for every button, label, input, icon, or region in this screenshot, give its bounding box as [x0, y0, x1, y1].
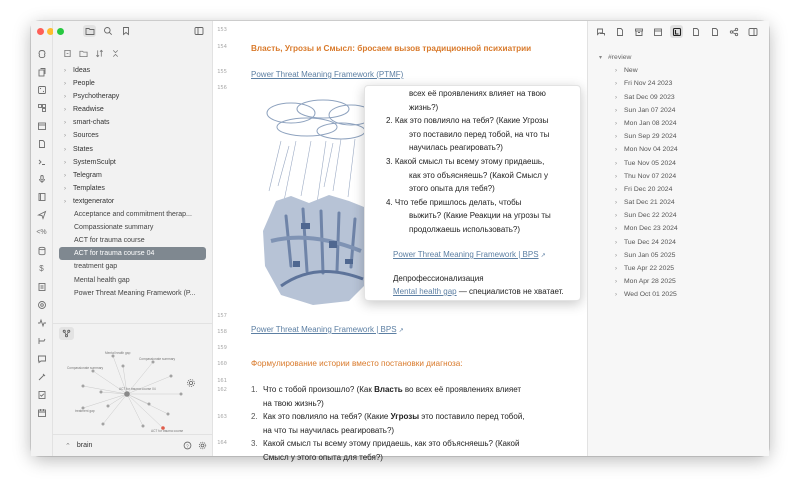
document-tab-icon[interactable]	[613, 25, 626, 38]
settings-gear-icon[interactable]	[197, 440, 207, 450]
file-item[interactable]	[59, 247, 206, 260]
folder-item[interactable]	[59, 103, 206, 116]
chat-tab-icon[interactable]	[594, 25, 607, 38]
folder-item[interactable]	[59, 169, 206, 182]
help-icon[interactable]	[182, 440, 192, 450]
tree-item-label: ACT for trauma course 04	[74, 250, 155, 258]
popup-text-line: жизнь?)	[409, 102, 439, 112]
review-item[interactable]	[607, 196, 767, 209]
percent-icon[interactable]: <%	[36, 229, 47, 236]
calendar-tab-icon[interactable]	[651, 25, 664, 38]
line-number: 161	[217, 378, 227, 384]
tree-item-label: treatment gap	[74, 263, 118, 271]
graph-tab-icon[interactable]	[59, 327, 74, 340]
folder-item[interactable]	[59, 129, 206, 142]
popup-gap-line: Mental health gap — специалистов не хватает.	[393, 287, 564, 296]
popup-text-line: 4. Что тебе пришлось делать, чтобы	[386, 197, 522, 207]
folder-item[interactable]	[59, 116, 206, 129]
activity-icon[interactable]	[36, 317, 47, 328]
chevron-right-icon: ›	[615, 292, 617, 299]
review-item[interactable]	[607, 275, 767, 288]
file-item[interactable]	[59, 208, 206, 221]
list-item-continuation: на твою жизнь?)	[263, 398, 324, 408]
chevron-right-icon: ›	[64, 172, 66, 179]
vault-switcher[interactable]	[53, 434, 213, 456]
tree-item-label: States	[73, 145, 93, 153]
vault-chevron-icon: ⌃	[65, 442, 71, 450]
tree-item-label: Sources	[73, 132, 99, 140]
book-icon[interactable]	[36, 191, 47, 202]
chevron-right-icon: ›	[615, 200, 617, 207]
archive-tab-icon[interactable]	[632, 25, 645, 38]
review-item[interactable]	[607, 249, 767, 262]
checklist-icon[interactable]	[36, 389, 47, 400]
graph-node-label: Compassionate summary	[67, 366, 104, 370]
file-tree	[59, 64, 206, 300]
list-icon[interactable]	[36, 281, 47, 292]
list-item-continuation: Смысл у этого опыта для тебя?)	[263, 452, 383, 462]
folder-item[interactable]	[59, 143, 206, 156]
chevron-right-icon: ›	[64, 107, 66, 114]
grid-icon[interactable]	[36, 102, 47, 113]
external-link-icon: ↗	[540, 253, 546, 259]
right-sidebar	[587, 21, 769, 456]
chevron-right-icon: ›	[615, 94, 617, 101]
graph-node-label: treatment gap	[75, 409, 95, 413]
folder-item[interactable]	[59, 77, 206, 90]
explorer-toolbar	[62, 48, 120, 58]
microphone-icon[interactable]	[36, 173, 47, 184]
review-item-label: Mon Nov 04 2024	[624, 146, 678, 154]
review-item-label: Mon Apr 28 2025	[624, 278, 676, 286]
file-item[interactable]	[59, 274, 206, 287]
mental-health-gap-link[interactable]: Mental health gap	[393, 287, 457, 296]
graph-settings-icon[interactable]	[188, 380, 195, 387]
review-item-label: Sat Dec 09 2023	[624, 93, 675, 101]
network-tab-icon[interactable]	[727, 25, 740, 38]
chevron-right-icon: ›	[64, 120, 66, 127]
graph-node-label: ACT for trauma course	[151, 429, 184, 433]
review-root[interactable]	[599, 51, 767, 64]
file-item[interactable]	[59, 260, 206, 273]
review-item[interactable]	[607, 143, 767, 156]
page-tab-icon[interactable]	[708, 25, 721, 38]
list-item: 3. Какой смысл ты всему этому придаешь, как это объясняешь? (Какой	[251, 439, 520, 448]
chevron-right-icon: ›	[615, 173, 617, 180]
dollar-icon[interactable]: $	[39, 264, 44, 273]
popup-text-line: 3. Какой смысл ты всему этому придаешь,	[386, 157, 545, 166]
sidebar-toggle-icon[interactable]	[193, 25, 205, 37]
review-item[interactable]	[607, 91, 767, 104]
right-sidebar-tabs	[594, 25, 759, 38]
chevron-right-icon: ›	[64, 81, 66, 88]
chevron-right-icon: ›	[64, 68, 66, 74]
chevron-right-icon: ›	[64, 146, 66, 153]
copy-icon[interactable]	[36, 66, 47, 77]
review-item-label: Tue Apr 22 2025	[624, 265, 675, 272]
graph-node-label: ACT for trauma course 04	[119, 387, 156, 391]
review-item[interactable]	[607, 288, 767, 301]
popup-text-line: продолжаешь использовать?)	[409, 225, 521, 234]
popup-text-line: научилась реагировать?)	[409, 143, 503, 153]
chevron-right-icon: ›	[615, 134, 617, 141]
review-item-label: Wed Oct 01 2025	[624, 291, 677, 299]
tree-item-label: Power Threat Meaning Framework (P...	[74, 289, 196, 297]
review-item-label: Tue Dec 24 2024	[624, 238, 676, 246]
external-link-icon: ↗	[398, 328, 404, 334]
line-number: 154	[217, 44, 227, 50]
folder-item[interactable]	[59, 182, 206, 195]
tree-item-label: textgenerator	[73, 197, 115, 205]
tree-item-label: SystemSculpt	[73, 158, 116, 166]
review-item[interactable]	[607, 209, 767, 222]
chevron-right-icon: ›	[615, 186, 617, 193]
vault-actions	[182, 440, 207, 450]
folder-item[interactable]	[59, 156, 206, 169]
review-item-label: New	[624, 67, 638, 75]
graph-node-label: Mental health gap	[105, 351, 131, 355]
line-number: 163	[217, 414, 227, 420]
search-icon[interactable]	[102, 25, 114, 37]
dice-icon[interactable]	[36, 84, 47, 95]
bps-link[interactable]	[251, 323, 404, 338]
list-item: 2. Как это повлияло на тебя? (Какие Угрозы это поставило перед тобой,	[251, 412, 525, 421]
review-item[interactable]	[607, 64, 767, 77]
review-item-label: Tue Nov 05 2024	[624, 159, 676, 167]
numbered-list	[251, 383, 571, 464]
send-icon[interactable]	[36, 209, 47, 220]
tree-item-label: smart-chats	[73, 119, 110, 127]
chevron-right-icon: ›	[64, 185, 66, 192]
popup-text-line: это поставило перед тобой, на что ты	[409, 129, 550, 139]
calendar-day-icon[interactable]	[36, 407, 47, 418]
brain-icon[interactable]	[36, 48, 47, 59]
review-item-label: Fri Dec 20 2024	[624, 185, 673, 193]
line-number: 156	[217, 85, 227, 91]
review-item[interactable]	[607, 130, 767, 143]
chevron-right-icon: ›	[615, 266, 617, 272]
review-item[interactable]	[607, 183, 767, 196]
ptmf-link-text[interactable]: Power Threat Meaning Framework (PTMF)	[251, 70, 404, 79]
tree-item-label: People	[73, 80, 95, 88]
storm-hands-illustration	[251, 91, 381, 311]
chevron-right-icon: ›	[615, 81, 617, 88]
tree-item-label: Acceptance and commitment therap...	[74, 211, 192, 219]
chevron-right-icon: ›	[615, 213, 617, 220]
branch-icon[interactable]	[36, 335, 47, 346]
review-item-label: Mon Jan 08 2024	[624, 119, 677, 127]
graph-node-label: Compassionate summary	[139, 357, 176, 361]
svg-text:?: ?	[185, 442, 189, 448]
chevron-right-icon: ›	[615, 147, 617, 154]
vault-name: brain	[76, 442, 93, 449]
database-icon[interactable]	[36, 245, 47, 256]
tree-item-label: Compassionate summary	[74, 224, 154, 232]
target-icon[interactable]	[36, 299, 47, 310]
folder-item[interactable]	[59, 195, 206, 208]
popup-text-line: этого опыта для тебя?)	[409, 184, 495, 194]
new-folder-icon[interactable]	[78, 48, 88, 58]
chevron-right-icon: ›	[615, 279, 617, 286]
chevron-right-icon: ›	[615, 160, 617, 167]
collapse-all-icon[interactable]	[110, 48, 120, 58]
line-number: 162	[217, 387, 227, 393]
ptmf-link[interactable]	[251, 68, 403, 81]
chevron-right-icon: ›	[615, 107, 617, 114]
sort-icon[interactable]	[94, 48, 104, 58]
tree-item-label: Readwise	[73, 106, 104, 114]
line-number: 158	[217, 329, 227, 335]
review-item[interactable]	[607, 170, 767, 183]
terminal-icon[interactable]	[36, 156, 47, 167]
line-number: 159	[217, 345, 227, 351]
calendar-icon[interactable]	[36, 120, 47, 131]
line-number: 160	[217, 361, 227, 367]
section-heading: Власть, Угрозы и Смысл: бросаем вызов традиционной психиатрии	[251, 44, 532, 53]
review-item-label: Sun Jan 05 2025	[624, 251, 676, 259]
review-item[interactable]	[607, 104, 767, 117]
review-tab-icon[interactable]	[670, 25, 683, 38]
chevron-down-icon: ▾	[599, 55, 603, 61]
chevron-right-icon: ›	[64, 159, 66, 166]
list-item: 1. Что с тобой произошло? (Как Власть во всех её проявлениях влияет	[251, 385, 522, 394]
review-item[interactable]	[607, 262, 767, 275]
line-number: 164	[217, 440, 227, 446]
maximize-window-button[interactable]	[57, 28, 64, 35]
review-item-label: Fri Nov 24 2023	[624, 80, 673, 88]
chevron-right-icon: ›	[615, 252, 617, 259]
chevron-right-icon: ›	[64, 133, 66, 140]
tree-item-label: Telegram	[73, 171, 102, 179]
review-tree	[599, 51, 767, 302]
review-item-label: Sun Sep 29 2024	[624, 133, 677, 141]
story-heading: Формулирование истории вместо постановки диагноза:	[251, 359, 463, 368]
local-graph-panel	[53, 323, 213, 433]
bps-link-text[interactable]: Power Threat Meaning Framework | BPS	[251, 325, 397, 334]
file-explorer-sidebar	[53, 21, 213, 456]
folder-item[interactable]	[59, 90, 206, 103]
popup-bps-link[interactable]: Power Threat Meaning Framework | BPS ↗	[393, 250, 546, 259]
chevron-right-icon: ›	[64, 198, 66, 205]
graph-view[interactable]	[53, 346, 213, 434]
review-root-label: #review	[608, 54, 632, 61]
tree-item-label: Mental health gap	[74, 276, 130, 284]
note-tab-icon[interactable]	[689, 25, 702, 38]
file-item[interactable]	[59, 287, 206, 300]
folder-item[interactable]	[59, 64, 206, 77]
line-number: 157	[217, 313, 227, 319]
bookmark-icon[interactable]	[120, 25, 132, 37]
line-number: 153	[217, 27, 227, 33]
popup-text-line: выжить? (Какие Реакции на угрозы ты	[409, 211, 551, 221]
hover-preview-popup[interactable]	[364, 85, 581, 301]
review-item-label: Sun Jan 07 2024	[624, 106, 676, 114]
chat-icon[interactable]	[36, 353, 47, 364]
review-item-label: Sun Dec 22 2024	[624, 212, 677, 220]
close-window-button[interactable]	[37, 28, 44, 35]
file-item[interactable]	[59, 221, 206, 234]
chevron-right-icon: ›	[615, 68, 617, 75]
ribbon	[31, 21, 53, 456]
tree-item-label: Ideas	[73, 67, 91, 74]
file-icon[interactable]	[36, 138, 47, 149]
new-note-icon[interactable]	[62, 48, 72, 58]
review-item[interactable]	[607, 117, 767, 130]
layout-tab-icon[interactable]	[746, 25, 759, 38]
app-window	[31, 21, 769, 462]
popup-text-line: как это объясняешь? (Какой Смысл у	[409, 170, 548, 180]
review-item[interactable]	[607, 157, 767, 170]
chevron-right-icon: ›	[615, 226, 617, 233]
paint-icon[interactable]	[36, 371, 47, 382]
review-item[interactable]	[607, 236, 767, 249]
files-tab-icon[interactable]	[83, 25, 96, 37]
review-item[interactable]	[607, 77, 767, 90]
chevron-right-icon: ›	[615, 239, 617, 246]
tree-item-label: ACT for trauma course	[74, 237, 145, 245]
tree-item-label: Templates	[73, 184, 105, 192]
file-item[interactable]	[59, 234, 206, 247]
list-item-continuation: на что ты научилась реагировать?)	[263, 425, 395, 435]
line-number: 155	[217, 69, 227, 75]
popup-depro-text: Депрофессионализация	[393, 274, 484, 283]
chevron-right-icon: ›	[64, 94, 66, 101]
review-item[interactable]	[607, 222, 767, 235]
popup-text-line: 2. Как это повлияло на тебя? (Какие Угрозы	[386, 116, 549, 126]
review-item-label: Thu Nov 07 2024	[624, 172, 677, 180]
popup-text-line: всех её проявлениях влияет на твою	[409, 89, 546, 98]
review-item-label: Mon Dec 23 2024	[624, 225, 678, 233]
review-item-label: Sat Dec 21 2024	[624, 199, 675, 207]
tree-item-label: Psychotherapy	[73, 93, 120, 101]
chevron-right-icon: ›	[615, 120, 617, 127]
